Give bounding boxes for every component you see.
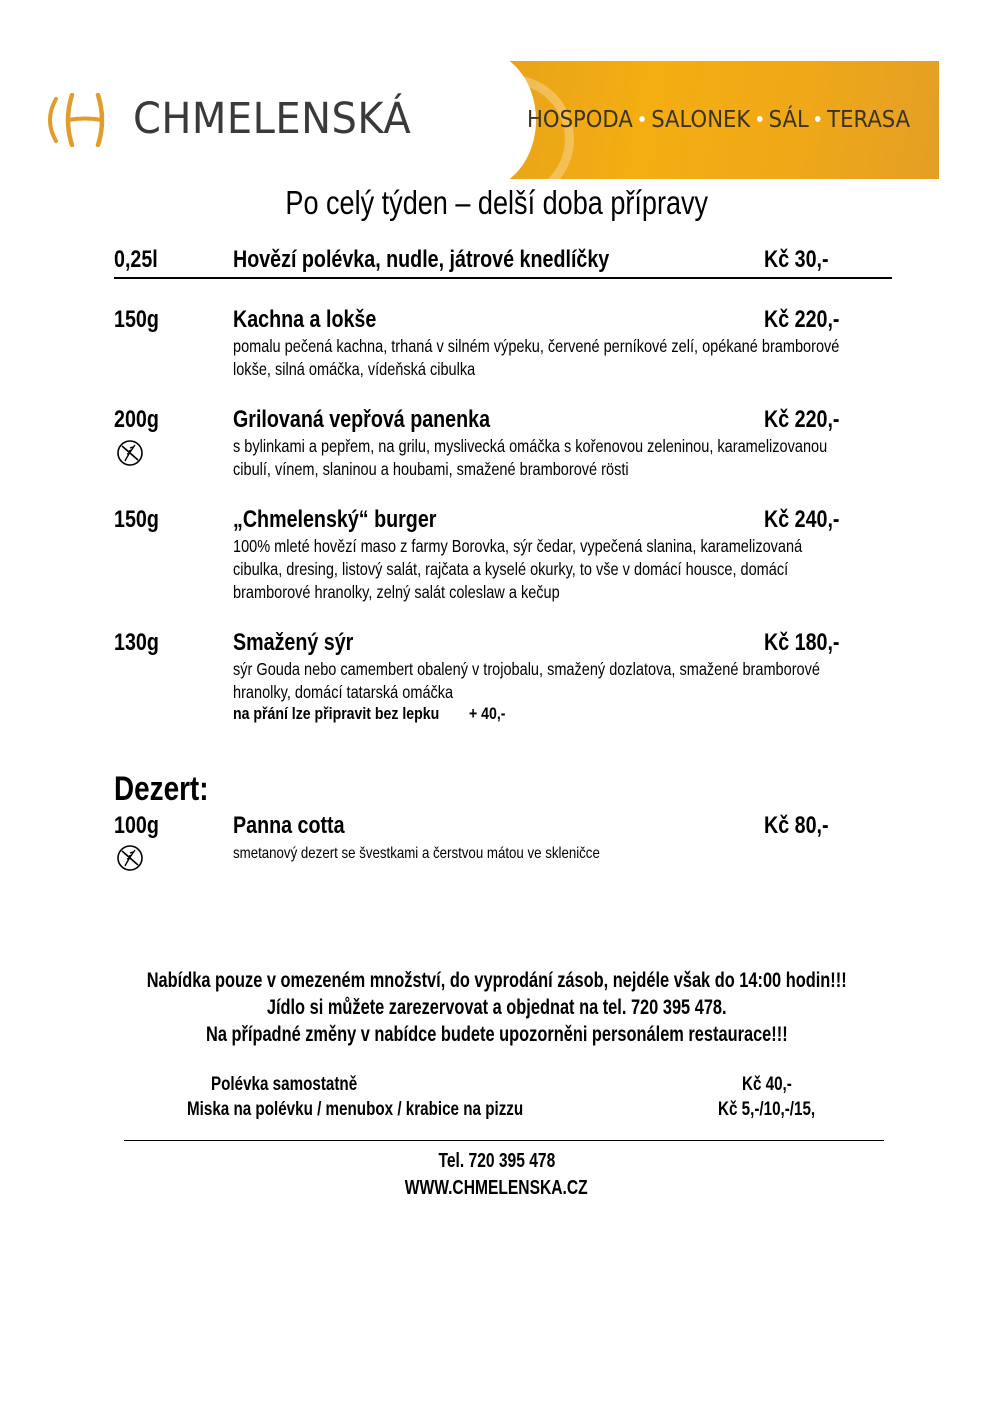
description-line: smetanový dezert se švestkami a čerstvou mátou ve skleničce <box>233 845 600 862</box>
dessert-heading <box>114 770 229 809</box>
description-line: bramborové hranolky, zelný salát coleslaw a kečup <box>233 582 560 602</box>
dessert-qty <box>114 812 169 840</box>
item-name-text: „Chmelenský“ burger <box>233 506 437 533</box>
note-text: na přání lze připravit bez lepku <box>233 704 440 723</box>
item-description <box>233 658 973 704</box>
description-line: lokše, silná omáčka, vídeňská cibulka <box>233 359 476 379</box>
item-qty-text: 130g <box>114 629 159 656</box>
footer-website-link[interactable]: WWW.CHMELENSKA.CZ <box>405 1177 588 1199</box>
gluten-free-surcharge <box>469 704 513 724</box>
extra-label-text: Polévka samostatně <box>211 1074 358 1095</box>
notice-line <box>0 969 993 993</box>
notice-text: Na případné změny v nabídce budete upozorněni personálem restaurace!!! <box>205 1023 788 1046</box>
soup-price-text: Kč 30,- <box>764 246 829 273</box>
dessert-name <box>233 812 369 840</box>
soup-name <box>233 246 692 274</box>
gluten-free-note <box>233 704 481 724</box>
dessert-description <box>233 842 973 865</box>
item-price <box>764 506 856 534</box>
divider-line <box>124 1140 884 1141</box>
item-qty <box>114 506 169 534</box>
footer-phone <box>0 1150 993 1173</box>
description-line: pomalu pečená kachna, trhaná v silném výpeku, červené perníkové zelí, opékané bramborové <box>233 336 840 356</box>
notice-line <box>0 1023 993 1047</box>
item-price-text: Kč 240,- <box>764 506 840 533</box>
footer-website[interactable] <box>0 1177 993 1200</box>
extra-label-text: Miska na polévku / menubox / krabice na pizzu <box>187 1099 524 1120</box>
extra-price <box>718 1099 839 1121</box>
item-qty-text: 150g <box>114 306 159 333</box>
item-price-text: Kč 220,- <box>764 406 840 433</box>
logo-icon <box>42 93 114 147</box>
item-name <box>233 406 546 434</box>
dessert-price-text: Kč 80,- <box>764 812 829 839</box>
description-line: sýr Gouda nebo camembert obalený v trojobalu, smažený dozlatova, smažené bramborové <box>233 659 820 679</box>
banner-item-salonek: SALONEK <box>651 107 751 133</box>
item-price <box>764 629 856 657</box>
item-price-text: Kč 220,- <box>764 306 840 333</box>
banner-item-sal: SÁL <box>768 107 809 133</box>
banner-text <box>527 107 910 133</box>
separator-dot <box>757 116 763 122</box>
item-name <box>233 629 380 657</box>
soup-qty <box>114 246 167 274</box>
page-title-text: Po celý týden – delší doba přípravy <box>285 184 708 221</box>
separator-dot <box>815 116 821 122</box>
item-description <box>233 435 973 481</box>
header-banner <box>486 61 939 179</box>
item-price <box>764 306 856 334</box>
dessert-price <box>764 812 843 840</box>
dessert-name-text: Panna cotta <box>233 812 345 839</box>
divider-line <box>114 277 892 279</box>
separator-dot <box>639 116 645 122</box>
description-line: cibulka, dresing, listový salát, rajčata a kyselé okurky, to vše v domácí housce, domácí <box>233 559 789 579</box>
soup-name-text: Hovězí polévka, nudle, játrové knedlíčky <box>233 246 610 273</box>
notice-text: Jídlo si můžete zarezervovat a objednat na tel. 720 395 478. <box>266 996 727 1019</box>
note-price-text: + 40,- <box>469 704 506 723</box>
dessert-qty-text: 100g <box>114 812 159 839</box>
page-title <box>0 184 993 222</box>
gluten-free-icon <box>116 844 144 872</box>
item-qty-text: 200g <box>114 406 159 433</box>
extra-price-text: Kč 5,-/10,-/15, <box>718 1099 816 1120</box>
extra-label <box>211 1074 394 1096</box>
item-qty <box>114 306 169 334</box>
description-line: 100% mleté hovězí maso z farmy Borovka, sýr čedar, vypečená slanina, karamelizovaná <box>233 536 803 556</box>
gluten-free-icon <box>116 439 144 467</box>
item-qty <box>114 629 169 657</box>
item-price <box>764 406 856 434</box>
item-price-text: Kč 180,- <box>764 629 840 656</box>
extra-price <box>742 1074 804 1096</box>
item-name-text: Grilovaná vepřová panenka <box>233 406 491 433</box>
brand-name: CHMELENSKÁ <box>133 94 412 144</box>
footer-phone-text: Tel. 720 395 478 <box>438 1150 555 1172</box>
description-line: hranolky, domácí tatarská omáčka <box>233 682 454 702</box>
description-line: cibulí, vínem, slaninou a houbami, smažené bramborové rösti <box>233 459 629 479</box>
item-name <box>233 306 408 334</box>
item-description <box>233 335 973 381</box>
banner-item-terasa: TERASA <box>827 107 911 133</box>
item-qty-text: 150g <box>114 506 159 533</box>
item-name-text: Kachna a lokše <box>233 306 377 333</box>
extra-price-text: Kč 40,- <box>742 1074 792 1095</box>
notice-line <box>0 996 993 1020</box>
item-description <box>233 535 973 604</box>
soup-price <box>764 246 843 274</box>
item-name <box>233 506 481 534</box>
item-name-text: Smažený sýr <box>233 629 354 656</box>
item-qty <box>114 406 169 434</box>
banner-item-hospoda: HOSPODA <box>527 107 633 133</box>
dessert-heading-text: Dezert: <box>114 770 209 808</box>
soup-qty-text: 0,25l <box>114 246 158 273</box>
description-line: s bylinkami a pepřem, na grilu, myslivecká omáčka s kořenovou zeleninou, karamelizovanou <box>233 436 828 456</box>
notice-text: Nabídka pouze v omezeném množství, do vyprodání zásob, nejdéle však do 14:00 hodin!!! <box>146 969 847 992</box>
extra-label <box>187 1099 607 1121</box>
